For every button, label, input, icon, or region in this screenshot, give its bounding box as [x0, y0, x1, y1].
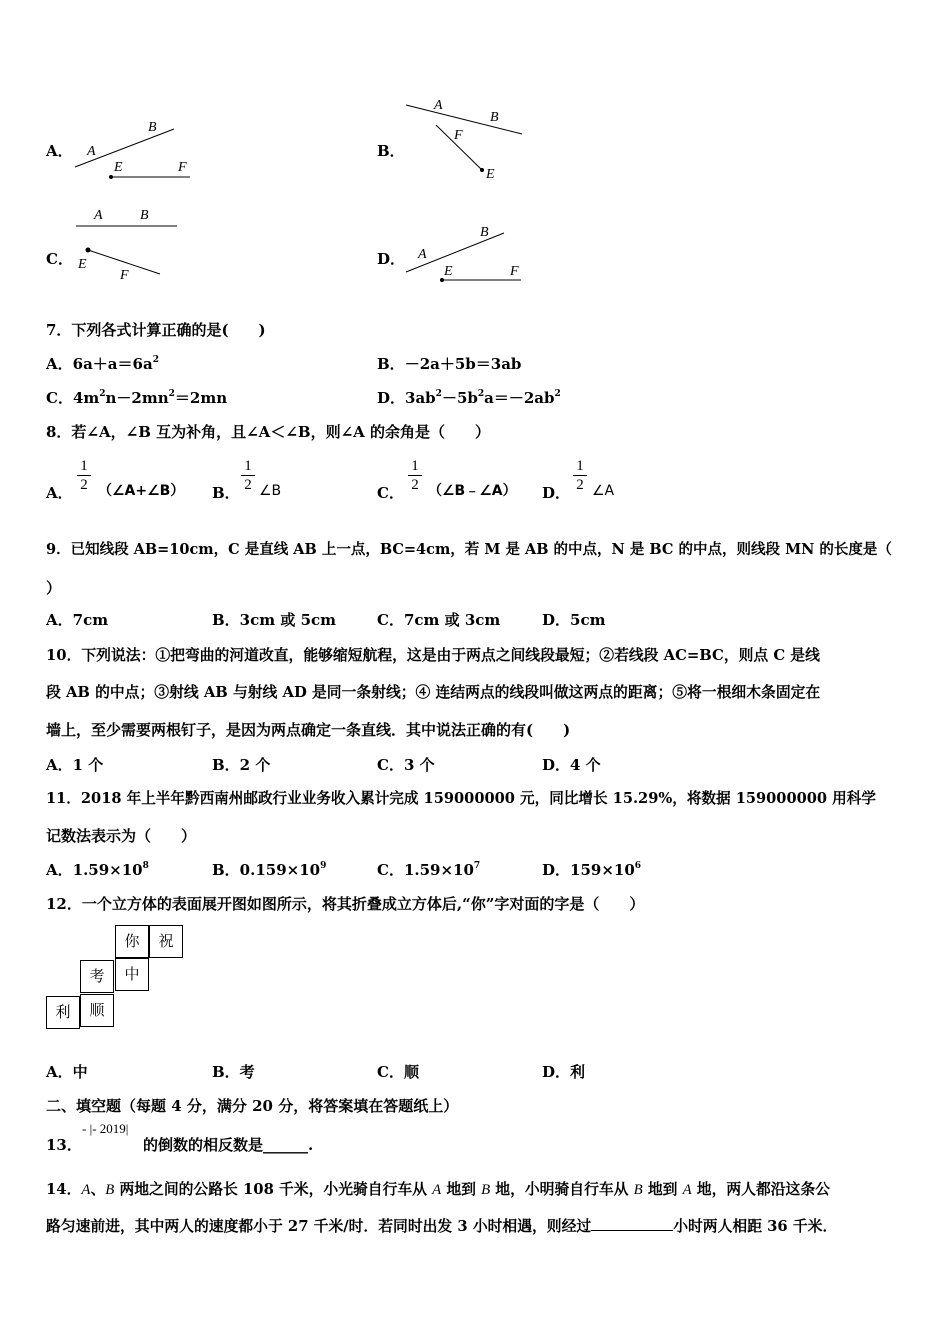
q9-option-c: C．7cm 或 3cm	[377, 611, 501, 629]
label-e: E	[78, 257, 87, 272]
net-cell-ni: 你	[115, 925, 149, 958]
q8-option-a-fraction: 1 2	[77, 458, 91, 493]
q11-stem-line1: 11．2018 年上半年黔西南州邮政行业业务收入累计完成 159000000 元，同比增长 15.29%，将数据 159000000 用科学	[46, 790, 876, 807]
q11-option-d: D．$159\times 10^6$	[542, 861, 642, 879]
q6-figure-a	[70, 115, 200, 185]
q10-option-c: C．3 个	[377, 756, 435, 774]
q10-stem-line1: 10．下列说法：①把弯曲的河道改直，能够缩短航程，这是由于两点之间线段最短；②若线段 AC=BC，则点 C 是线	[46, 647, 820, 664]
q6-figure-b	[400, 95, 530, 190]
q8-option-a-label: A．	[46, 484, 73, 502]
q8-option-d-fraction: 1 2	[573, 458, 587, 493]
q6-option-c-label: C．	[46, 250, 73, 268]
net-cell-zhong: 中	[115, 958, 149, 991]
point-e-dot	[480, 168, 484, 172]
label-b: B	[490, 110, 499, 125]
q14-answer-blank	[591, 1230, 673, 1231]
q8-option-d-label: D．	[542, 484, 571, 502]
q8-option-a-text: （∠A+∠B）	[98, 483, 185, 499]
section-heading: 二、填空题（每题 4 分，满分 20 分，将答案填在答题纸上）	[46, 1097, 459, 1115]
q10-stem-line2: 段 AB 的中点；③射线 AB 与射线 AD 是同一条射线；④ 连结两点的线段叫做这两点的距离；⑤将一根细木条固定在	[46, 684, 821, 701]
net-cell-zhu: 祝	[149, 925, 183, 958]
label-e: E	[486, 167, 495, 182]
q8-option-c-text: （∠B﹣∠A）	[428, 483, 517, 499]
label-b: B	[140, 208, 149, 223]
q8-option-c-label: C．	[377, 484, 404, 502]
q7-option-b: B．－2a＋5b＝3ab	[377, 355, 522, 373]
q10-option-d: D．4 个	[542, 756, 601, 774]
line-ab	[406, 105, 522, 134]
q7-stem: 7．下列各式计算正确的是( )	[46, 321, 266, 339]
label-a: A	[87, 144, 96, 159]
label-b: B	[148, 120, 157, 135]
q11-option-a: A．$1.59\times 10^8$	[46, 861, 149, 879]
net-cell-li: 利	[46, 996, 80, 1029]
q8-stem: 8．若∠A，∠B 互为补角，且∠A＜∠B，则∠A 的余角是（ ）	[46, 423, 490, 441]
q6-option-d-label: D．	[377, 250, 406, 268]
label-a: A	[418, 247, 427, 262]
q13-text: 的倒数的相反数是______.	[143, 1136, 314, 1154]
q8-option-c-fraction: 1 2	[408, 458, 422, 493]
q12-option-b: B．考	[212, 1063, 255, 1081]
q11-option-c: C．$1.59\times 10^7$	[377, 861, 481, 879]
label-a: A	[434, 98, 443, 113]
q9-option-d: D．5cm	[542, 611, 606, 629]
q9-stem-line1: 9．已知线段 AB=10cm，C 是直线 AB 上一点，BC=4cm，若 M 是 AB 的中点，N 是 BC 的中点，则线段 MN 的长度是（	[46, 541, 892, 558]
label-e: E	[444, 264, 453, 279]
point-e-dot	[86, 248, 91, 253]
q7-option-a: A．$6a+a=6a^2$	[46, 355, 159, 373]
label-a: A	[94, 208, 103, 223]
q12-option-a: A．中	[46, 1063, 88, 1081]
q9-option-a: A．7cm	[46, 611, 109, 629]
q14-stem-line2: 路匀速前进，其中两人的速度都小于 27 千米/时．若同时出发 3 小时相遇，则经过 小时两人相距 36 千米．	[46, 1218, 838, 1235]
q9-stem-line2: ）	[46, 579, 62, 597]
q7-option-c: C．$4m^2n-2mn^2=2mn$	[46, 389, 228, 407]
q10-option-b: B．2 个	[212, 756, 271, 774]
q6-option-b-label: B．	[377, 142, 405, 160]
q12-option-d: D．利	[542, 1063, 586, 1081]
label-f: F	[454, 128, 463, 143]
label-f: F	[510, 264, 519, 279]
label-f: F	[120, 268, 129, 283]
q8-option-d-text: ∠A	[592, 483, 615, 499]
q8-option-b-fraction: 1 2	[241, 458, 255, 493]
point-e-dot	[109, 175, 113, 179]
q9-option-b: B．3cm 或 5cm	[212, 611, 337, 629]
net-cell-shun: 顺	[80, 994, 114, 1027]
net-cell-kao: 考	[80, 960, 114, 993]
q8-option-b-text: ∠B	[259, 483, 282, 499]
q11-option-b: B．$0.159\times 10^9$	[212, 861, 327, 879]
q13-expression: - |- 2019|	[82, 1121, 129, 1136]
q6-figure-c	[70, 200, 190, 285]
q10-stem-line3: 墙上，至少需要两根钉子，是因为两点确定一条直线．其中说法正确的有( )	[46, 721, 571, 739]
label-b: B	[480, 225, 489, 240]
q7-option-d: D．$3ab^2-5b^2a=-2ab^2$	[377, 389, 561, 407]
q11-stem-line2: 记数法表示为（ ）	[46, 827, 197, 845]
label-f: F	[178, 160, 187, 175]
q6-figure-d	[400, 220, 530, 290]
q12-option-c: C．顺	[377, 1063, 419, 1081]
q10-option-a: A．1 个	[46, 756, 104, 774]
q6-option-a-label: A．	[46, 142, 73, 160]
label-e: E	[114, 160, 123, 175]
q12-stem: 12．一个立方体的表面展开图如图所示，将其折叠成立方体后,“你”字对面的字是（ ）	[46, 895, 645, 913]
q14-stem-line1: 14．A、B 两地之间的公路长 108 千米，小光骑自行车从 A 地到 B 地，小明骑自行车从 B 地到 A 地，两人都沿这条公	[46, 1181, 830, 1198]
q13-number: 13．	[46, 1136, 82, 1154]
q8-option-b-label: B．	[212, 484, 240, 502]
